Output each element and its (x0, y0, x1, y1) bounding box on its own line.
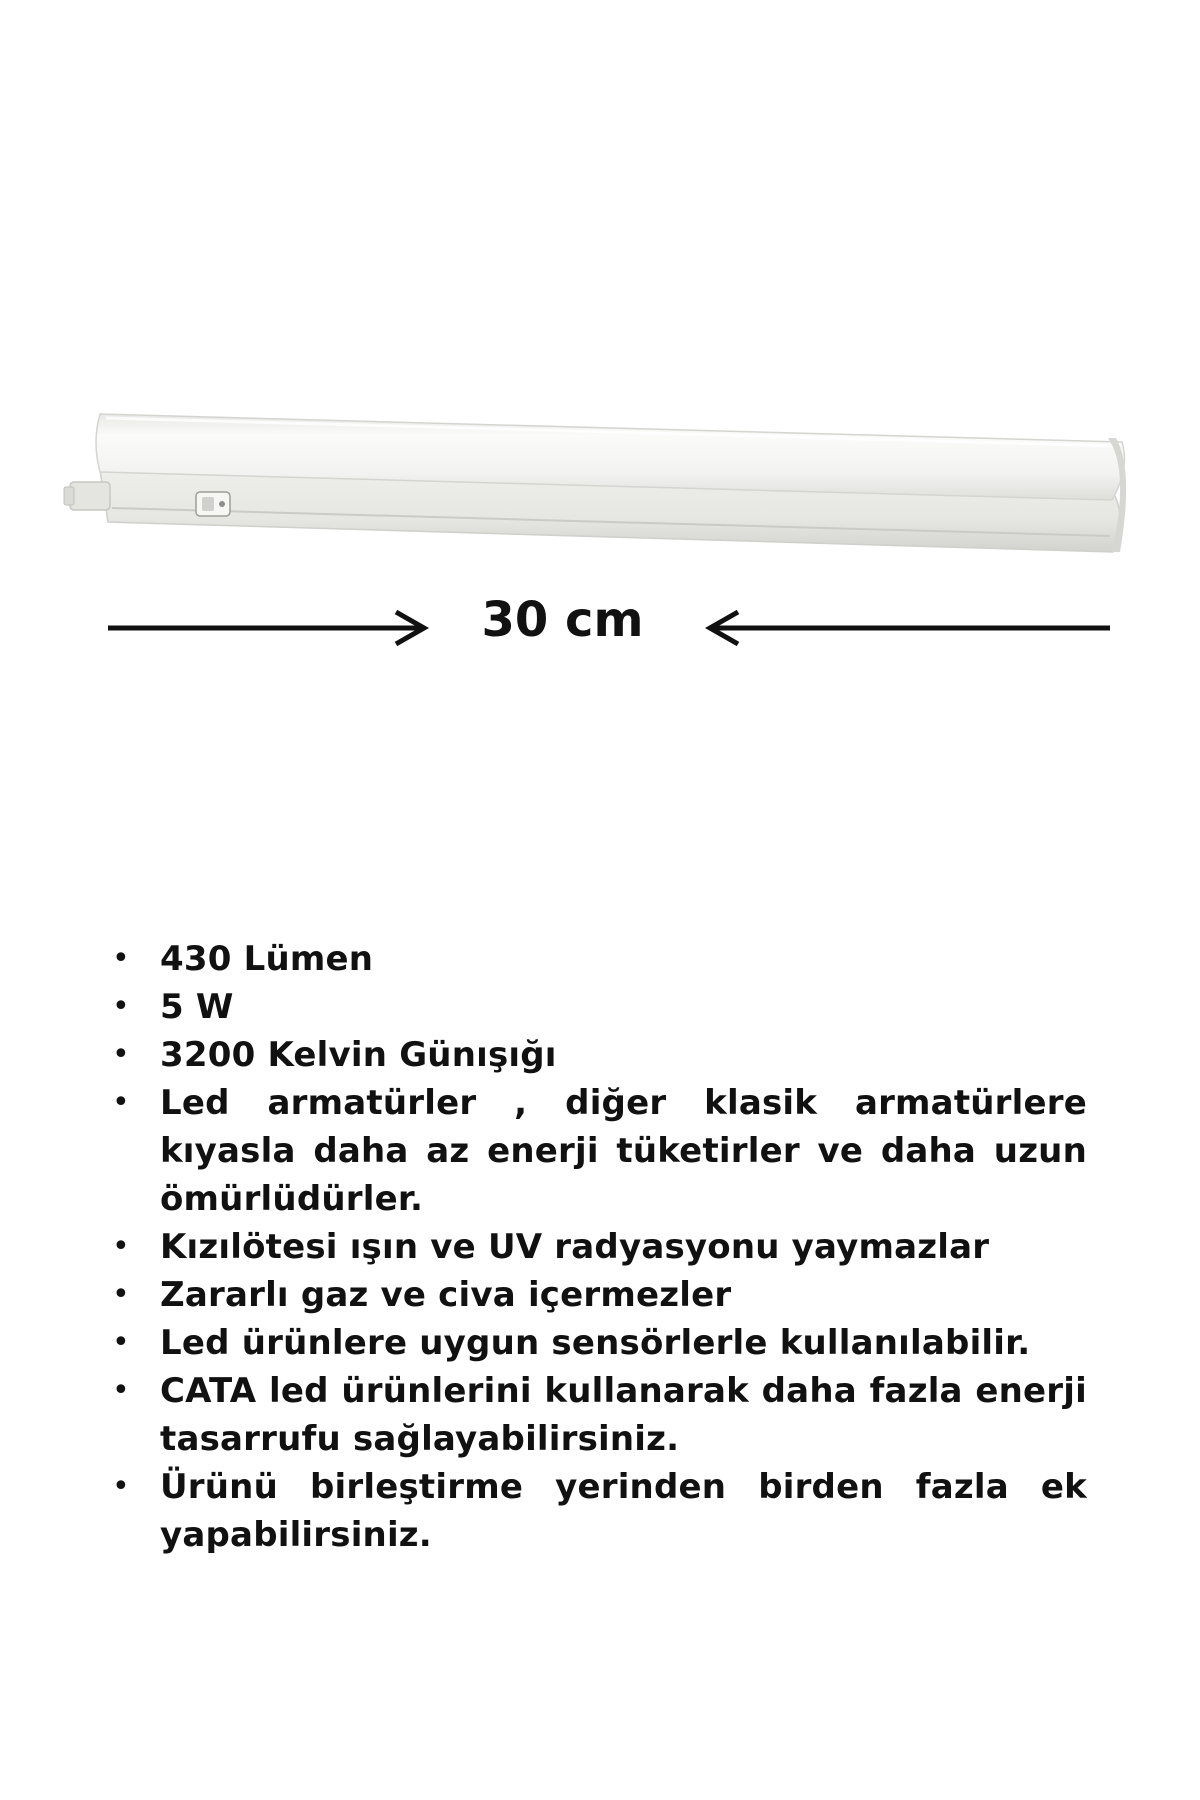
feature-item-color-temperature: • 3200 Kelvin Günışığı (112, 1031, 1087, 1079)
feature-item-wattage: • 5 W (112, 983, 1087, 1031)
power-switch-icon (196, 492, 230, 516)
connector-plug-tip (64, 487, 74, 505)
feature-item-energy-efficiency: • Led armatürler , diğer klasik armatürlere kıyasla daha az enerji tüketirler ve daha uzun ömürlüdürler. (112, 1079, 1087, 1223)
feature-item-no-uv-ir: • Kızılötesi ışın ve UV radyasyonu yaymazlar (112, 1223, 1087, 1271)
connector-plug (70, 482, 110, 510)
led-fixture (64, 414, 1126, 552)
feature-item-no-hazardous-gas: • Zararlı gaz ve civa içermezler (112, 1271, 1087, 1319)
feature-item-energy-saving: • CATA led ürünlerini kullanarak daha fazla enerji tasarrufu sağlayabilirsiniz. (112, 1367, 1087, 1463)
feature-list (112, 935, 1087, 1559)
feature-item-linkable: • Ürünü birleştirme yerinden birden fazla ek yapabilirsiniz. (112, 1463, 1087, 1559)
feature-item-lumen: • 430 Lümen (112, 935, 1087, 983)
feature-item-sensor-compatible: • Led ürünlere uygun sensörlerle kullanılabilir. (112, 1319, 1087, 1367)
dimension-label: 30 cm (481, 592, 644, 648)
